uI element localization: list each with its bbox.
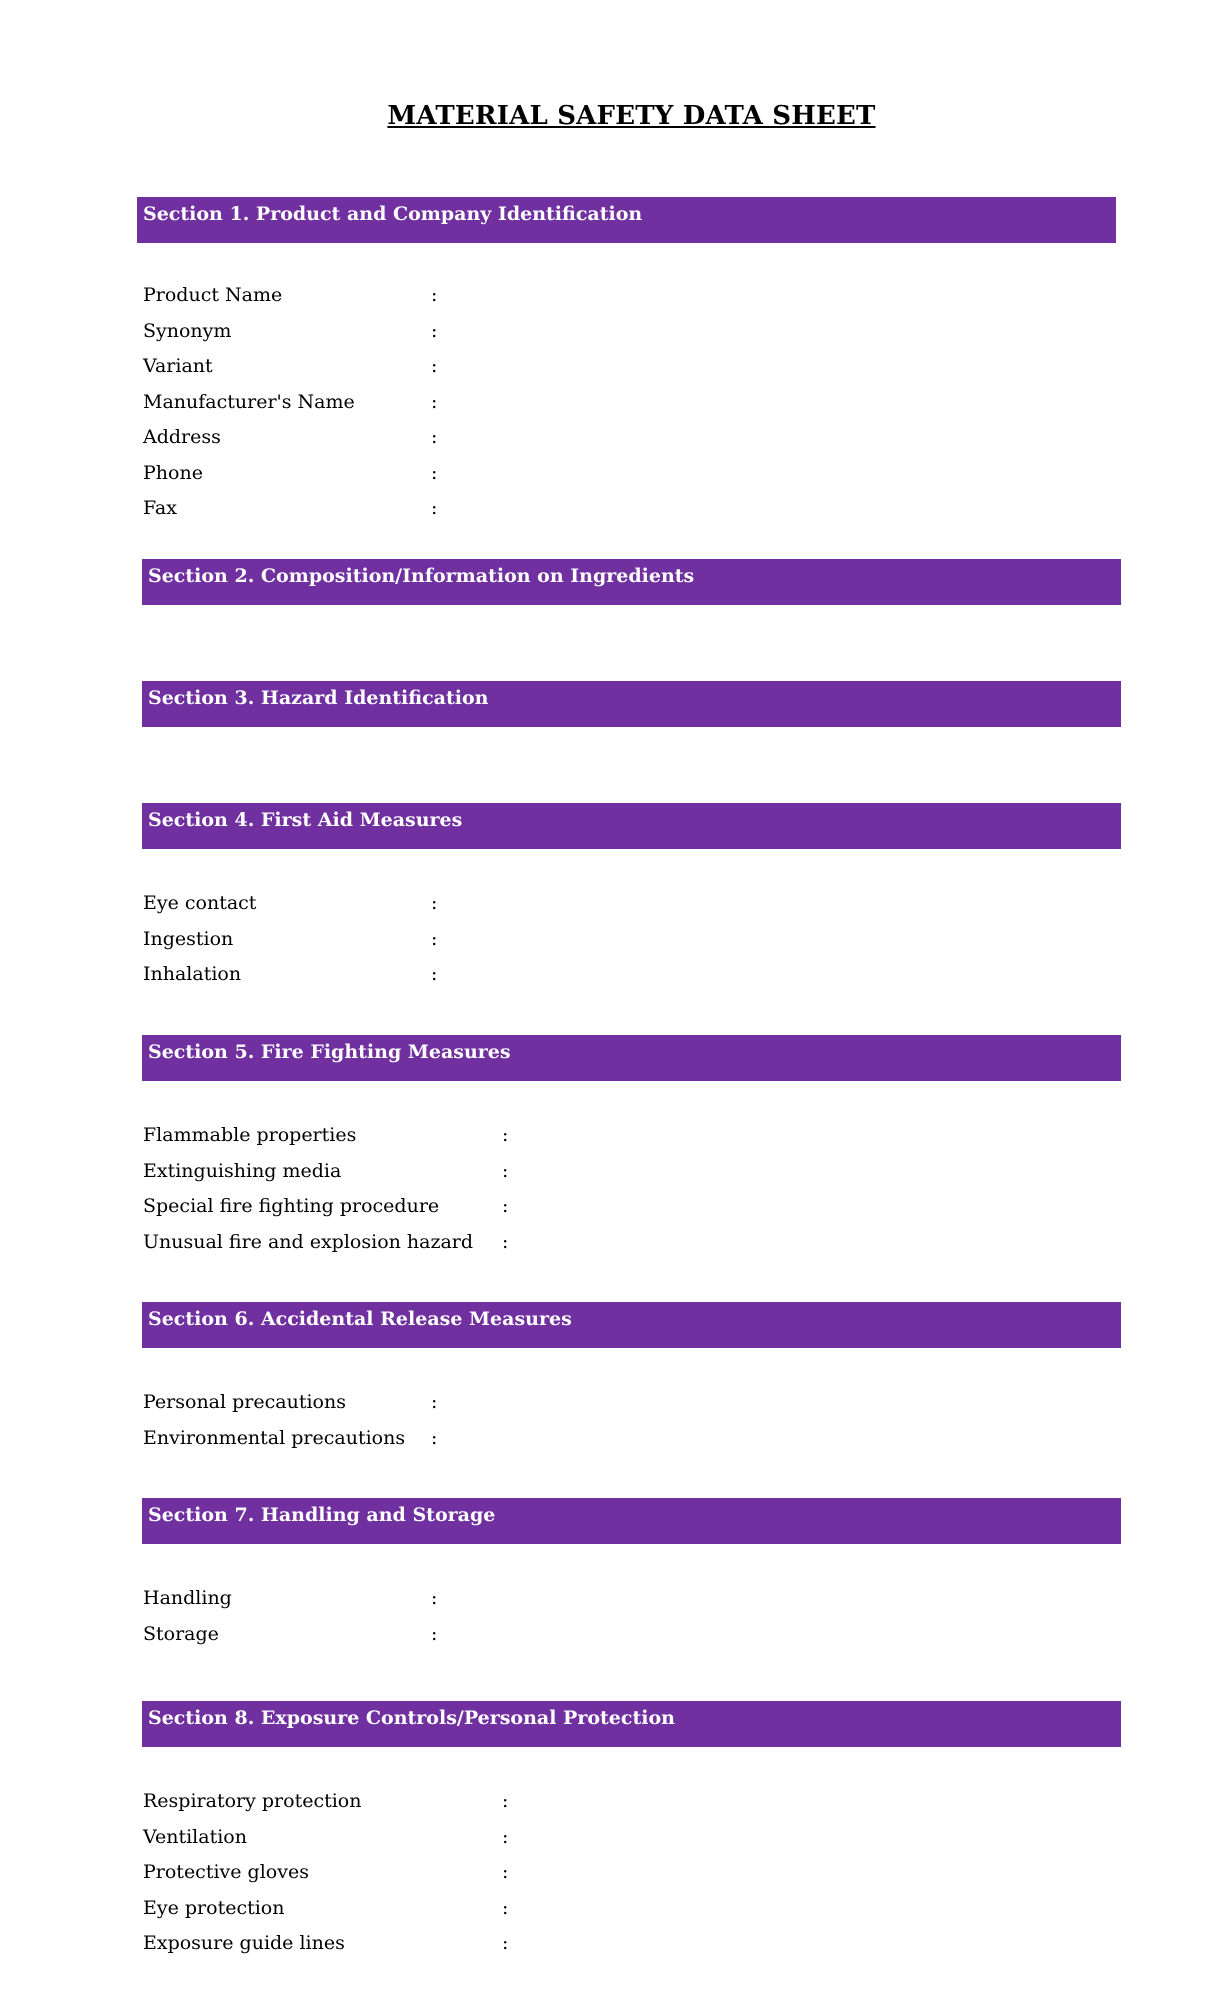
field-colon: :: [502, 1124, 509, 1146]
section-title: Section 7. Handling and Storage: [148, 1504, 496, 1526]
field-label: Eye contact: [143, 892, 257, 914]
section-7-header: [142, 1498, 1121, 1544]
field-label: Storage: [143, 1622, 219, 1645]
section-title: Section 5. Fire Fighting Measures: [148, 1041, 511, 1063]
field-colon: :: [502, 1159, 509, 1182]
field-colon: :: [431, 1391, 438, 1413]
field-row: [143, 1391, 451, 1421]
field-row: [143, 284, 451, 314]
field-colon: :: [502, 1825, 509, 1848]
field-colon: :: [502, 1932, 509, 1954]
field-row: [143, 1861, 522, 1891]
section-5-header: [142, 1035, 1121, 1081]
field-row: [143, 1623, 451, 1653]
field-colon: :: [431, 892, 438, 914]
field-colon: :: [431, 1587, 438, 1609]
field-label: Inhalation: [143, 963, 242, 985]
field-row: [143, 1124, 522, 1154]
field-row: [143, 462, 451, 492]
section-1-header: [137, 197, 1116, 243]
field-row: [143, 1897, 522, 1927]
section-8-header: [142, 1701, 1121, 1747]
field-colon: :: [431, 461, 438, 484]
field-row: [143, 1790, 522, 1820]
field-label: Synonym: [143, 319, 232, 342]
section-title: Section 2. Composition/Information on Ingredients: [148, 565, 695, 587]
field-label: Extinguishing media: [143, 1159, 342, 1182]
section-title: Section 8. Exposure Controls/Personal Protection: [148, 1707, 675, 1729]
field-row: [143, 1932, 522, 1962]
field-label: Special fire fighting procedure: [143, 1195, 440, 1217]
field-colon: :: [431, 1426, 438, 1449]
field-row: [143, 355, 451, 385]
section-title: Section 1. Product and Company Identification: [143, 203, 643, 225]
field-colon: :: [431, 284, 438, 306]
field-row: [143, 963, 451, 993]
field-label: Ventilation: [143, 1825, 247, 1848]
field-colon: :: [502, 1790, 509, 1812]
field-colon: :: [431, 390, 438, 413]
field-colon: :: [431, 355, 438, 377]
field-colon: :: [431, 319, 438, 342]
field-label: Eye protection: [143, 1896, 285, 1919]
field-colon: :: [502, 1896, 509, 1919]
field-row: [143, 391, 451, 421]
field-label: Ingestion: [143, 927, 234, 950]
field-colon: :: [431, 1622, 438, 1645]
field-row: [143, 426, 451, 456]
field-label: Variant: [143, 355, 213, 377]
document-title: MATERIAL SAFETY DATA SHEET: [387, 101, 876, 131]
field-label: Manufacturer's Name: [143, 390, 355, 413]
field-row: [143, 1587, 451, 1617]
field-colon: :: [431, 426, 438, 448]
field-row: [143, 1160, 522, 1190]
field-row: [143, 1231, 522, 1261]
field-colon: :: [502, 1195, 509, 1217]
field-row: [143, 892, 451, 922]
field-colon: :: [431, 963, 438, 985]
field-label: Handling: [143, 1587, 232, 1609]
section-6-header: [142, 1302, 1121, 1348]
field-label: Flammable properties: [143, 1124, 357, 1146]
field-label: Fax: [143, 497, 177, 519]
field-row: [143, 497, 451, 527]
field-row: [143, 1195, 522, 1225]
section-4-header: [142, 803, 1121, 849]
field-row: [143, 320, 451, 350]
section-title: Section 3. Hazard Identification: [148, 687, 489, 709]
field-colon: :: [431, 497, 438, 519]
section-2-header: [142, 559, 1121, 605]
field-row: [143, 928, 451, 958]
field-row: [143, 1427, 451, 1457]
field-colon: :: [502, 1230, 509, 1253]
field-row: [143, 1826, 522, 1856]
field-label: Product Name: [143, 284, 283, 306]
field-label: Personal precautions: [143, 1391, 346, 1413]
section-3-header: [142, 681, 1121, 727]
field-label: Respiratory protection: [143, 1790, 362, 1812]
field-label: Environmental precautions: [143, 1426, 406, 1449]
section-title: Section 4. First Aid Measures: [148, 809, 463, 831]
section-title: Section 6. Accidental Release Measures: [148, 1308, 572, 1330]
field-colon: :: [431, 927, 438, 950]
field-label: Unusual fire and explosion hazard: [143, 1230, 474, 1253]
field-label: Exposure guide lines: [143, 1932, 345, 1954]
field-label: Protective gloves: [143, 1861, 309, 1883]
field-label: Address: [143, 426, 221, 448]
field-label: Phone: [143, 461, 203, 484]
field-colon: :: [502, 1861, 509, 1883]
